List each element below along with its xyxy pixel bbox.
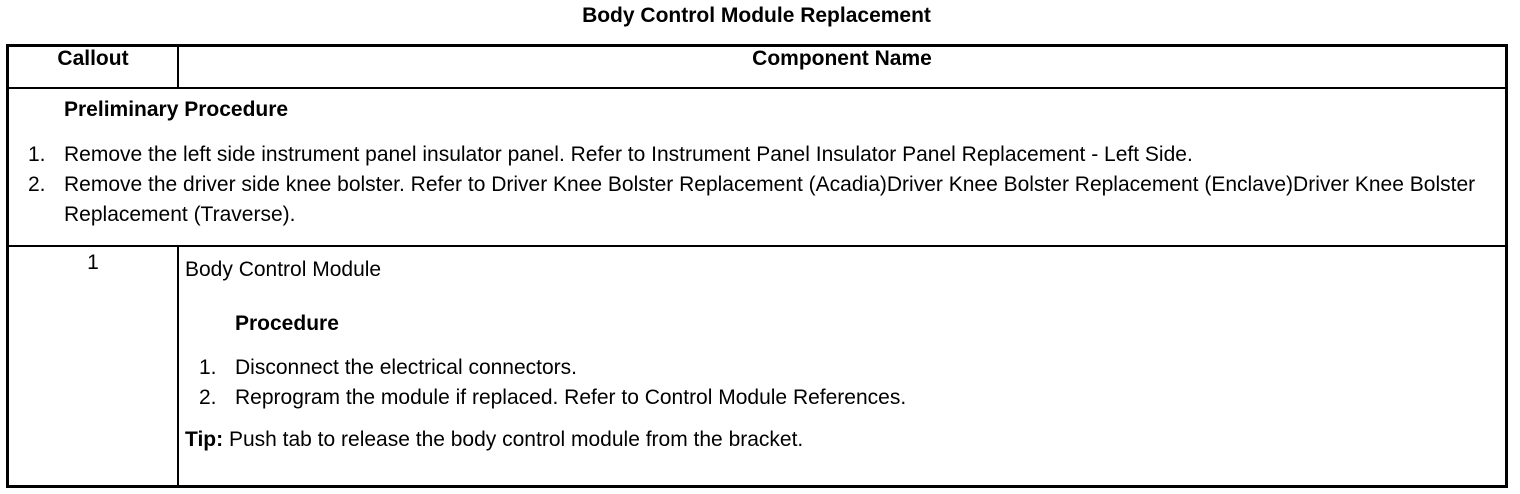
table-row	[8, 246, 1507, 487]
callout-number: 1	[87, 251, 99, 274]
tip-label: Tip:	[185, 428, 224, 451]
preliminary-procedure-cell	[8, 88, 1507, 246]
procedure-steps-list	[179, 353, 1505, 413]
list-item	[9, 140, 1505, 170]
step-number: 2.	[28, 173, 46, 196]
component-name-column-header: Component Name	[178, 46, 1507, 89]
component-cell	[178, 246, 1507, 487]
step-text: Disconnect the electrical connectors.	[235, 356, 577, 379]
component-table	[6, 44, 1508, 488]
callout-cell	[8, 246, 179, 487]
page-title: Body Control Module Replacement	[582, 4, 931, 27]
preliminary-steps-list	[9, 140, 1505, 230]
step-text: Remove the driver side knee bolster. Refer to Driver Knee Bolster Replacement (Acadia)Driver Knee Bolster Replacement (Enclave)Driver Knee Bolster Replacement (Traverse).	[64, 173, 1476, 226]
step-number: 1.	[28, 143, 46, 166]
preliminary-procedure-heading: Preliminary Procedure	[64, 98, 289, 121]
step-number: 1.	[199, 356, 217, 379]
callout-column-header: Callout	[8, 46, 179, 89]
list-item	[179, 353, 1505, 383]
procedure-heading: Procedure	[235, 312, 339, 335]
component-name: Body Control Module	[185, 258, 382, 281]
table-header-row	[8, 46, 1507, 89]
step-text: Reprogram the module if replaced. Refer to Control Module References.	[235, 386, 907, 409]
tip-note	[185, 427, 1505, 453]
tip-text: Push tab to release the body control module from the bracket.	[223, 428, 804, 451]
step-text: Remove the left side instrument panel insulator panel. Refer to Instrument Panel Insulator Panel Replacement - Left Side.	[64, 143, 1193, 166]
list-item	[179, 383, 1505, 413]
preliminary-procedure-row	[8, 88, 1507, 246]
list-item	[9, 170, 1505, 230]
step-number: 2.	[199, 386, 217, 409]
